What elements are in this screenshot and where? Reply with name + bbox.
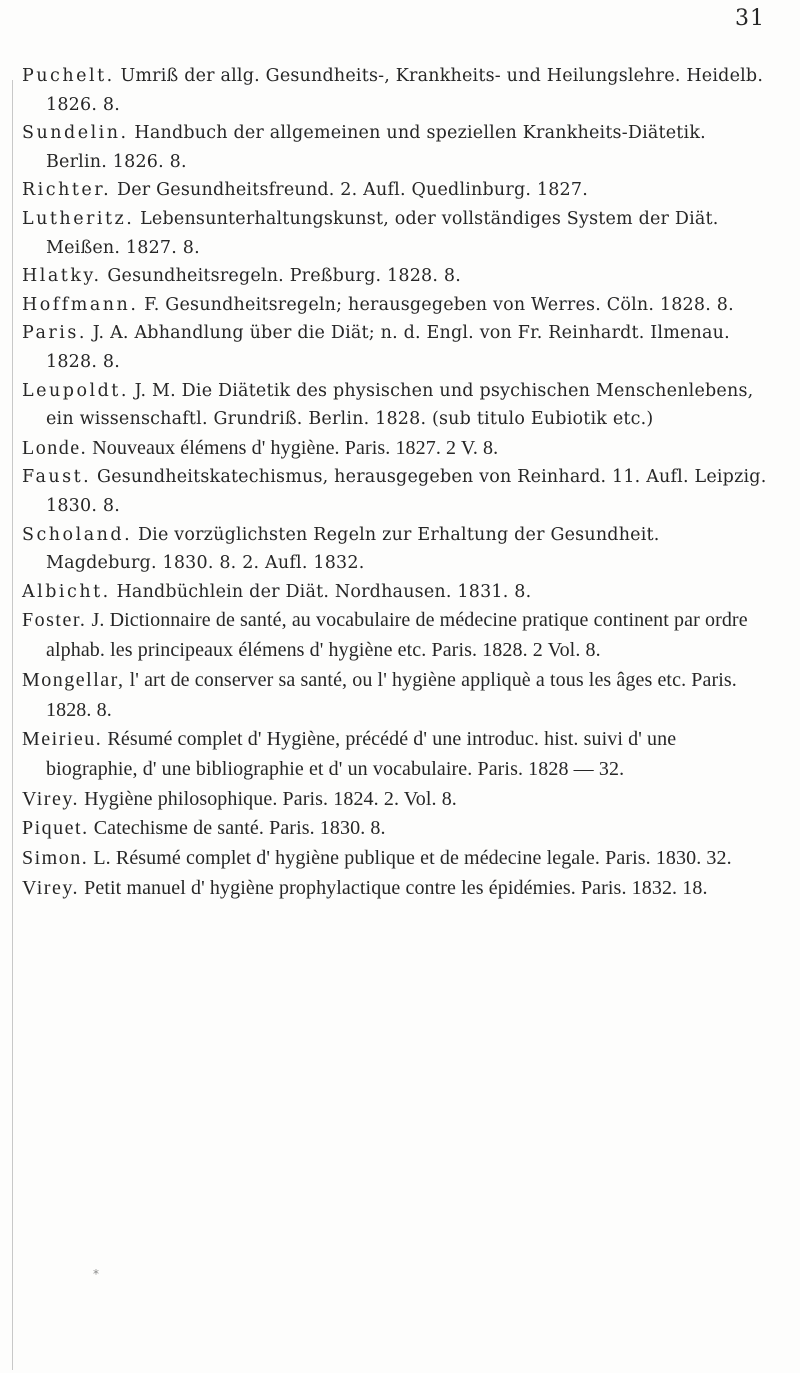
bibliography-entry — [22, 666, 767, 725]
entry-text: J. A. Abhandlung über die Diät; n. d. Engl. von Fr. Reinhardt. Ilmenau. 1828. 8. — [46, 323, 730, 372]
entry-author: Piquet. — [22, 817, 89, 840]
bibliography-entry — [22, 176, 767, 205]
entry-author: Virey. — [22, 787, 80, 810]
stray-mark: * — [93, 1267, 99, 1281]
entry-author: Foster. — [22, 609, 87, 632]
entry-author: Paris. — [22, 323, 87, 344]
bibliography-entry — [22, 874, 767, 904]
entry-text: Résumé complet d' Hygiène, précédé d' une introduc. hist. suivi d' une biographie, d' une bibliographie et d' un vocabulaire. Paris. 1828 — 32. — [46, 728, 677, 780]
entry-text: Gesundheitsregeln. Preßburg. 1828. 8. — [107, 266, 462, 287]
entry-text: Die vorzüglichsten Regeln zur Erhaltung der Gesundheit. Magdeburg. 1830. 8. 2. Aufl. 1832. — [46, 524, 660, 574]
bibliography-entry — [22, 319, 767, 376]
entry-author: Hoffmann. — [22, 294, 139, 315]
entry-author: Scholand. — [22, 524, 133, 545]
page-number: 31 — [735, 6, 765, 31]
bibliography-entry — [22, 434, 767, 464]
bibliography-entry — [22, 62, 767, 119]
entry-author: Puchelt. — [22, 66, 115, 86]
bibliography-entry — [22, 205, 767, 262]
bibliography-entry — [22, 119, 767, 176]
entry-author: Mongellar, — [22, 668, 125, 691]
entry-text: L. Résumé complet d' hygiène publique et de médecine legale. Paris. 1830. 32. — [93, 847, 732, 870]
bibliography-entry — [22, 814, 767, 844]
binding-edge-line — [12, 80, 13, 1370]
entry-author: Meirieu. — [22, 728, 103, 751]
entry-author: Sundelin. — [22, 123, 129, 144]
entry-text: Der Gesundheitsfreund. 2. Aufl. Quedlinburg. 1827. — [117, 180, 588, 201]
entry-author: Albicht. — [22, 581, 111, 602]
entry-text: l' art de conserver sa santé, ou l' hygiène appliquè a tous les âges etc. Paris. 1828. 8. — [46, 668, 737, 721]
entry-text: J. Dictionnaire de santé, au vocabulaire de médecine pratique continent par ordre alphab. les principeaux élémens d' hygiène etc. Paris. 1828. 2 Vol. 8. — [46, 609, 748, 662]
entry-text: Catechisme de santé. Paris. 1830. 8. — [93, 817, 386, 840]
entry-text: Gesundheitskatechismus, herausgegeben von Reinhard. 11. Aufl. Leipzig. 1830. 8. — [46, 467, 767, 517]
entry-author: Londe. — [22, 436, 88, 459]
entry-text: Handbuch der allgemeinen und speziellen Krankheits-Diätetik. Berlin. 1826. 8. — [46, 123, 706, 172]
entry-text: Hygiène philosophique. Paris. 1824. 2. Vol. 8. — [84, 787, 457, 810]
bibliography-entry — [22, 844, 767, 874]
bibliography-entry — [22, 291, 767, 320]
entry-author: Virey. — [22, 876, 80, 899]
entry-author: Richter. — [22, 180, 112, 201]
bibliography-entry — [22, 262, 767, 291]
bibliography-entry — [22, 463, 767, 520]
entry-author: Lutheritz. — [22, 208, 135, 229]
entry-author: Faust. — [22, 467, 92, 488]
entry-text: F. Gesundheitsregeln; herausgegeben von Werres. Cöln. 1828. 8. — [144, 294, 734, 315]
entry-author: Simon. — [22, 847, 89, 870]
entry-text: Petit manuel d' hygiène prophylactique contre les épidémies. Paris. 1832. 18. — [84, 876, 708, 899]
entry-text: Lebensunterhaltungskunst, oder vollständiges System der Diät. Meißen. 1827. 8. — [46, 208, 719, 258]
entry-text: Nouveaux élémens d' hygiène. Paris. 1827. 2 V. 8. — [92, 436, 499, 459]
entry-text: Umriß der allg. Gesundheits-, Krankheits- und Heilungslehre. Heidelb. 1826. 8. — [46, 66, 764, 115]
bibliography-entry — [22, 377, 767, 434]
bibliography-entry — [22, 725, 767, 784]
entry-author: Leupoldt. — [22, 380, 129, 401]
entry-author: Hlatky. — [22, 266, 102, 287]
bibliography-entry — [22, 578, 767, 607]
bibliography-entry — [22, 606, 767, 665]
bibliography-entry — [22, 521, 767, 578]
bibliography-entry — [22, 785, 767, 815]
entry-text: Handbüchlein der Diät. Nordhausen. 1831. 8. — [116, 581, 532, 602]
bibliography-list — [22, 62, 767, 903]
entry-text: J. M. Die Diätetik des physischen und psychischen Menschenlebens, ein wissenschaftl. Grundriß. Berlin. 1828. (sub titulo Eubiotik etc.) — [46, 380, 754, 430]
